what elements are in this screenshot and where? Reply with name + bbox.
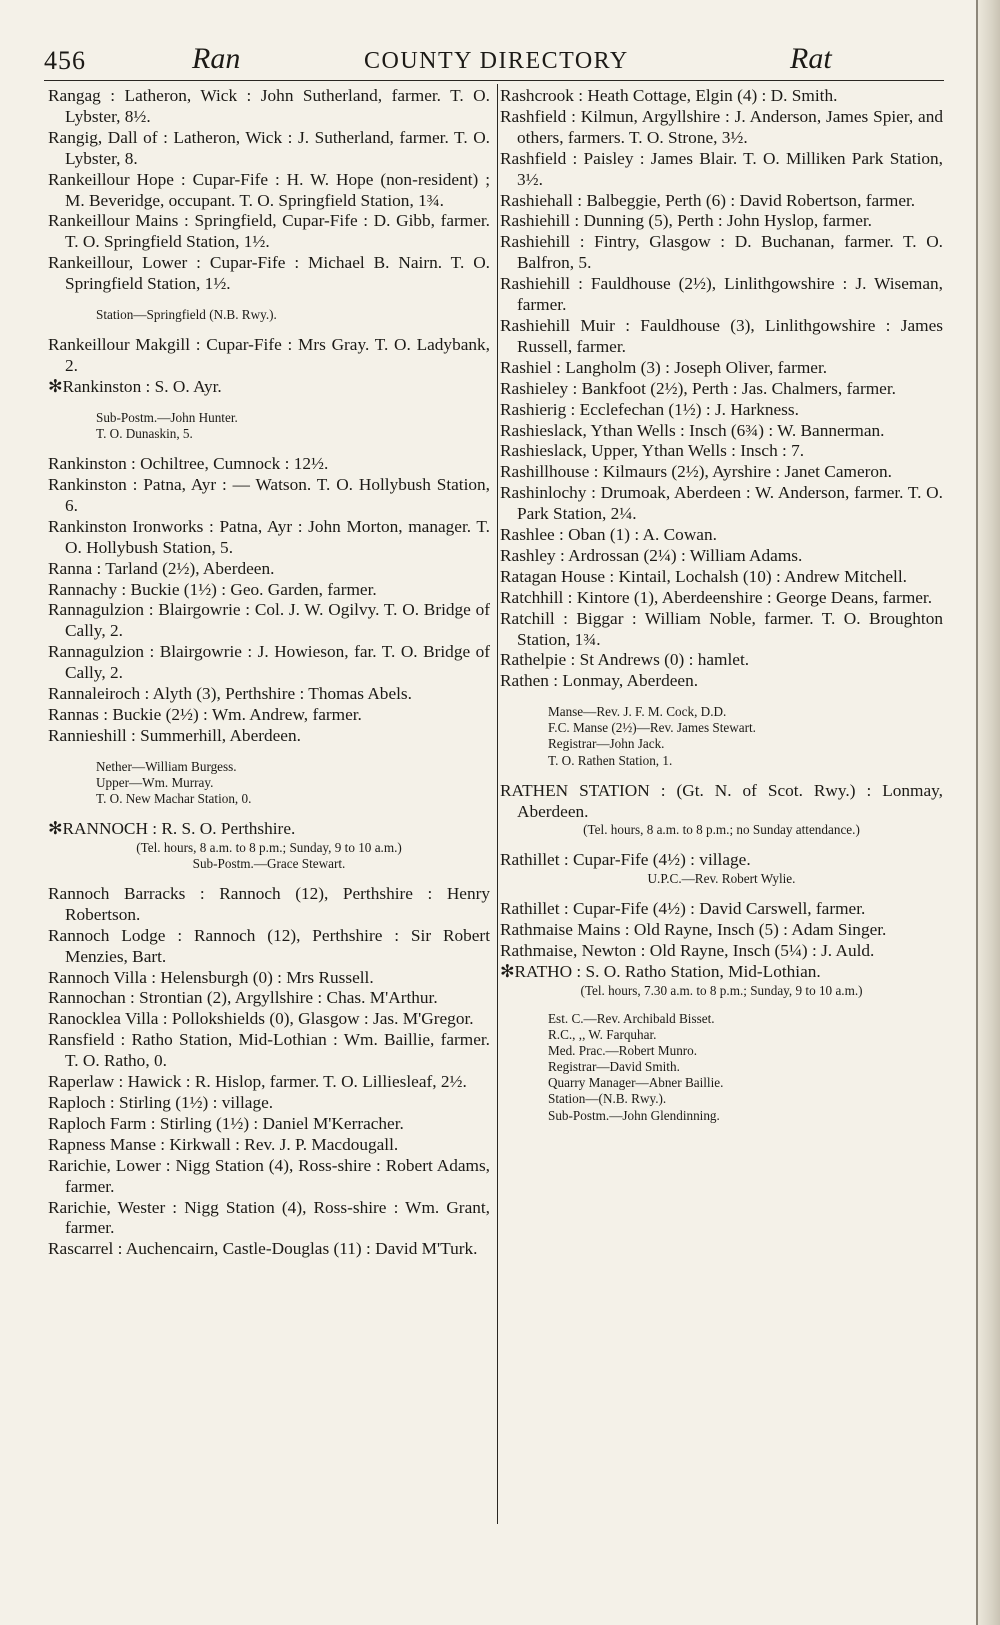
- column-divider: [497, 84, 498, 1524]
- directory-entry: Rashinlochy : Drumoak, Aberdeen : W. Anderson, farmer. T. O. Park Station, 2¼.: [500, 483, 943, 524]
- entry-note: (Tel. hours, 8 a.m. to 8 p.m.; no Sunday attendance.): [583, 822, 860, 838]
- directory-entry: Rathillet : Cupar-Fife (4½) : David Carswell, farmer.: [500, 899, 866, 919]
- directory-entry: Rarichie, Lower : Nigg Station (4), Ross-shire : Robert Adams, farmer.: [48, 1155, 490, 1196]
- page-title: COUNTY DIRECTORY: [364, 48, 629, 74]
- directory-entry: Rashiel : Langholm (3) : Joseph Oliver, farmer.: [500, 357, 828, 377]
- entry-subdetails: [500, 1011, 943, 1124]
- directory-entry: Rashieslack, Ythan Wells : Insch (6¾) : W. Bannerman.: [500, 420, 885, 440]
- subdetail-line: F.C. Manse (2½)—Rev. James Stewart.: [548, 720, 756, 736]
- directory-entry: Rannagulzion : Blairgowrie : Col. J. W. Ogilvy. T. O. Bridge of Cally, 2.: [48, 600, 490, 641]
- entry-note: (Tel. hours, 8 a.m. to 8 p.m.; Sunday, 9 to 10 a.m.): [136, 839, 402, 855]
- directory-entry: Ratchill : Biggar : William Noble, farmer. T. O. Broughton Station, 1¾.: [500, 608, 943, 649]
- subdetail-line: R.C., ,, W. Farquhar.: [548, 1027, 657, 1043]
- directory-entry: Ratagan House : Kintail, Lochalsh (10) : Andrew Mitchell.: [500, 566, 907, 586]
- entry-subdetails: [48, 410, 490, 442]
- directory-entry: Rashfield : Paisley : James Blair. T. O. Milliken Park Station, 3½.: [500, 148, 943, 189]
- directory-entry: Rathen : Lonmay, Aberdeen.: [500, 671, 699, 691]
- directory-entry: Rankinston : Patna, Ayr : — Watson. T. O. Hollybush Station, 6.: [48, 474, 490, 515]
- directory-entry: Rannoch Villa : Helensburgh (0) : Mrs Russell.: [48, 967, 374, 987]
- directory-entry: Rannaleiroch : Alyth (3), Perthshire : Thomas Abels.: [48, 684, 412, 704]
- directory-entry: RATHEN STATION : (Gt. N. of Scot. Rwy.) : Lonmay, Aberdeen.: [500, 780, 943, 821]
- page-header: [44, 42, 944, 78]
- subdetail-line: Registrar—John Jack.: [548, 736, 665, 752]
- directory-entry: Rannagulzion : Blairgowrie : J. Howieson, far. T. O. Bridge of Cally, 2.: [48, 642, 490, 683]
- directory-entry: Rannoch Lodge : Rannoch (12), Perthshire : Sir Robert Menzies, Bart.: [48, 925, 490, 966]
- spacer: [500, 838, 943, 850]
- directory-entry: Rathelpie : St Andrews (0) : hamlet.: [500, 650, 750, 670]
- directory-entry: Rashieslack, Upper, Ythan Wells : Insch : 7.: [500, 441, 805, 461]
- subdetail-line: T. O. Rathen Station, 1.: [548, 752, 673, 768]
- right-column: [500, 86, 943, 1136]
- directory-entry: Rathmaise Mains : Old Rayne, Insch (5) : Adam Singer.: [500, 920, 887, 940]
- left-catchword: Ran: [192, 42, 241, 75]
- header-rule: [44, 80, 944, 81]
- subdetail-line: Med. Prac.—Robert Munro.: [548, 1043, 698, 1059]
- directory-entry: Raploch : Stirling (1½) : village.: [48, 1093, 274, 1112]
- directory-entry: ✻Rankinston : S. O. Ayr.: [48, 376, 222, 396]
- directory-entry: Ransfield : Ratho Station, Mid-Lothian : Wm. Baillie, farmer. T. O. Ratho, 0.: [48, 1030, 490, 1071]
- directory-entry: Rannochan : Strontian (2), Argyllshire : Chas. M'Arthur.: [48, 988, 438, 1008]
- subdetail-line: Station—(N.B. Rwy.).: [548, 1091, 667, 1107]
- left-column: [48, 86, 490, 1260]
- directory-entry: Rashiehill : Fintry, Glasgow : D. Buchanan, farmer. T. O. Balfron, 5.: [500, 232, 943, 273]
- directory-entry: Raploch Farm : Stirling (1½) : Daniel M'Kerracher.: [48, 1113, 404, 1133]
- directory-entry: Rangag : Latheron, Wick : John Sutherland, farmer. T. O. Lybster, 8½.: [48, 86, 490, 126]
- directory-entry: Rashcrook : Heath Cottage, Elgin (4) : D. Smith.: [500, 86, 838, 105]
- right-catchword: Rat: [790, 42, 832, 75]
- directory-entry: Rapness Manse : Kirkwall : Rev. J. P. Macdougall.: [48, 1134, 399, 1154]
- subdetail-line: Est. C.—Rev. Archibald Bisset.: [548, 1011, 715, 1026]
- directory-entry: Rashiehill : Dunning (5), Perth : John Hyslop, farmer.: [500, 211, 872, 231]
- spacer: [48, 872, 490, 884]
- directory-entry: Rankinston Ironworks : Patna, Ayr : John Morton, manager. T. O. Hollybush Station, 5.: [48, 516, 490, 557]
- page-number: 456: [44, 46, 86, 75]
- subdetail-line: Quarry Manager—Abner Baillie.: [548, 1075, 724, 1091]
- directory-entry: Rankeillour Hope : Cupar-Fife : H. W. Hope (non-resident) ; M. Beveridge, occupant. T. O. Springfield Station, 1¾.: [48, 169, 490, 210]
- directory-entry: Rannieshill : Summerhill, Aberdeen.: [48, 725, 301, 745]
- directory-entry: Rankeillour, Lower : Cupar-Fife : Michael B. Nairn. T. O. Springfield Station, 1½.: [48, 253, 490, 294]
- directory-entry: Rannoch Barracks : Rannoch (12), Perthshire : Henry Robertson.: [48, 883, 490, 924]
- subdetail-line: T. O. Dunaskin, 5.: [96, 425, 193, 441]
- directory-entry: Ranocklea Villa : Pollokshields (0), Glasgow : Jas. M'Gregor.: [48, 1009, 474, 1029]
- directory-entry: Rankeillour Makgill : Cupar-Fife : Mrs Gray. T. O. Ladybank, 2.: [48, 335, 490, 376]
- directory-entry: Rashierig : Ecclefechan (1½) : J. Harkness.: [500, 399, 799, 419]
- directory-entry: Ratchhill : Kintore (1), Aberdeenshire : George Deans, farmer.: [500, 587, 933, 607]
- directory-entry: Raperlaw : Hawick : R. Hislop, farmer. T. O. Lilliesleaf, 2½.: [48, 1072, 467, 1092]
- directory-entry: Rankinston : Ochiltree, Cumnock : 12½.: [48, 454, 329, 474]
- directory-entry: Rascarrel : Auchencairn, Castle-Douglas (11) : David M'Turk.: [48, 1239, 478, 1259]
- directory-entry: Rashley : Ardrossan (2¼) : William Adams.: [500, 545, 803, 565]
- subdetail-line: Sub-Postm.—John Glendinning.: [548, 1107, 720, 1123]
- spacer: [500, 887, 943, 899]
- entry-note: U.P.C.—Rev. Robert Wylie.: [647, 871, 796, 887]
- directory-entry: Ranna : Tarland (2½), Aberdeen.: [48, 558, 275, 578]
- directory-entry: Rashfield : Kilmun, Argyllshire : J. Anderson, James Spier, and others, farmers. T. O. Strone, 3½.: [500, 106, 943, 147]
- subdetail-line: Sub-Postm.—John Hunter.: [96, 409, 238, 425]
- directory-entry: Rannas : Buckie (2½) : Wm. Andrew, farmer.: [48, 704, 362, 724]
- directory-entry: Rankeillour Mains : Springfield, Cupar-Fife : D. Gibb, farmer. T. O. Springfield Station, 1½.: [48, 211, 490, 252]
- directory-entry: Rarichie, Wester : Nigg Station (4), Ross-shire : Wm. Grant, farmer.: [48, 1197, 490, 1238]
- subdetail-line: Manse—Rev. J. F. M. Cock, D.D.: [548, 704, 727, 720]
- directory-entry: Rathmaise, Newton : Old Rayne, Insch (5¼) : J. Auld.: [500, 941, 875, 961]
- subdetail-line: Registrar—David Smith.: [548, 1059, 680, 1075]
- entry-note: (Tel. hours, 7.30 a.m. to 8 p.m.; Sunday, 9 to 10 a.m.): [580, 983, 863, 998]
- directory-entry: Rashiehall : Balbeggie, Perth (6) : David Robertson, farmer.: [500, 190, 916, 210]
- entry-note: Sub-Postm.—Grace Stewart.: [192, 855, 346, 871]
- entry-subdetails: [48, 759, 490, 807]
- directory-entry: Rashieley : Bankfoot (2½), Perth : Jas. Chalmers, farmer.: [500, 378, 896, 398]
- directory-entry: Rashiehill Muir : Fauldhouse (3), Linlithgowshire : James Russell, farmer.: [500, 315, 943, 356]
- directory-entry: Rashiehill : Fauldhouse (2½), Linlithgowshire : J. Wiseman, farmer.: [500, 274, 943, 315]
- subdetail-line: Nether—William Burgess.: [96, 758, 237, 774]
- directory-entry: Rathillet : Cupar-Fife (4½) : village.: [500, 850, 751, 870]
- directory-entry: ✻RANNOCH : R. S. O. Perthshire.: [48, 819, 296, 839]
- directory-entry: Rashillhouse : Kilmaurs (2½), Ayrshire : Janet Cameron.: [500, 462, 892, 482]
- directory-entry: Rashlee : Oban (1) : A. Cowan.: [500, 525, 717, 545]
- entry-subdetails: [500, 704, 943, 768]
- subdetail-line: Station—Springfield (N.B. Rwy.).: [96, 307, 277, 323]
- directory-entry: Rangig, Dall of : Latheron, Wick : J. Sutherland, farmer. T. O. Lybster, 8.: [48, 127, 490, 168]
- directory-entry: Rannachy : Buckie (1½) : Geo. Garden, farmer.: [48, 579, 377, 599]
- subdetail-line: T. O. New Machar Station, 0.: [96, 790, 252, 806]
- subdetail-line: Upper—Wm. Murray.: [96, 774, 214, 790]
- page-edge: [978, 0, 1000, 1625]
- directory-entry: ✻RATHO : S. O. Ratho Station, Mid-Lothian.: [500, 962, 821, 982]
- entry-subdetails: [48, 307, 490, 323]
